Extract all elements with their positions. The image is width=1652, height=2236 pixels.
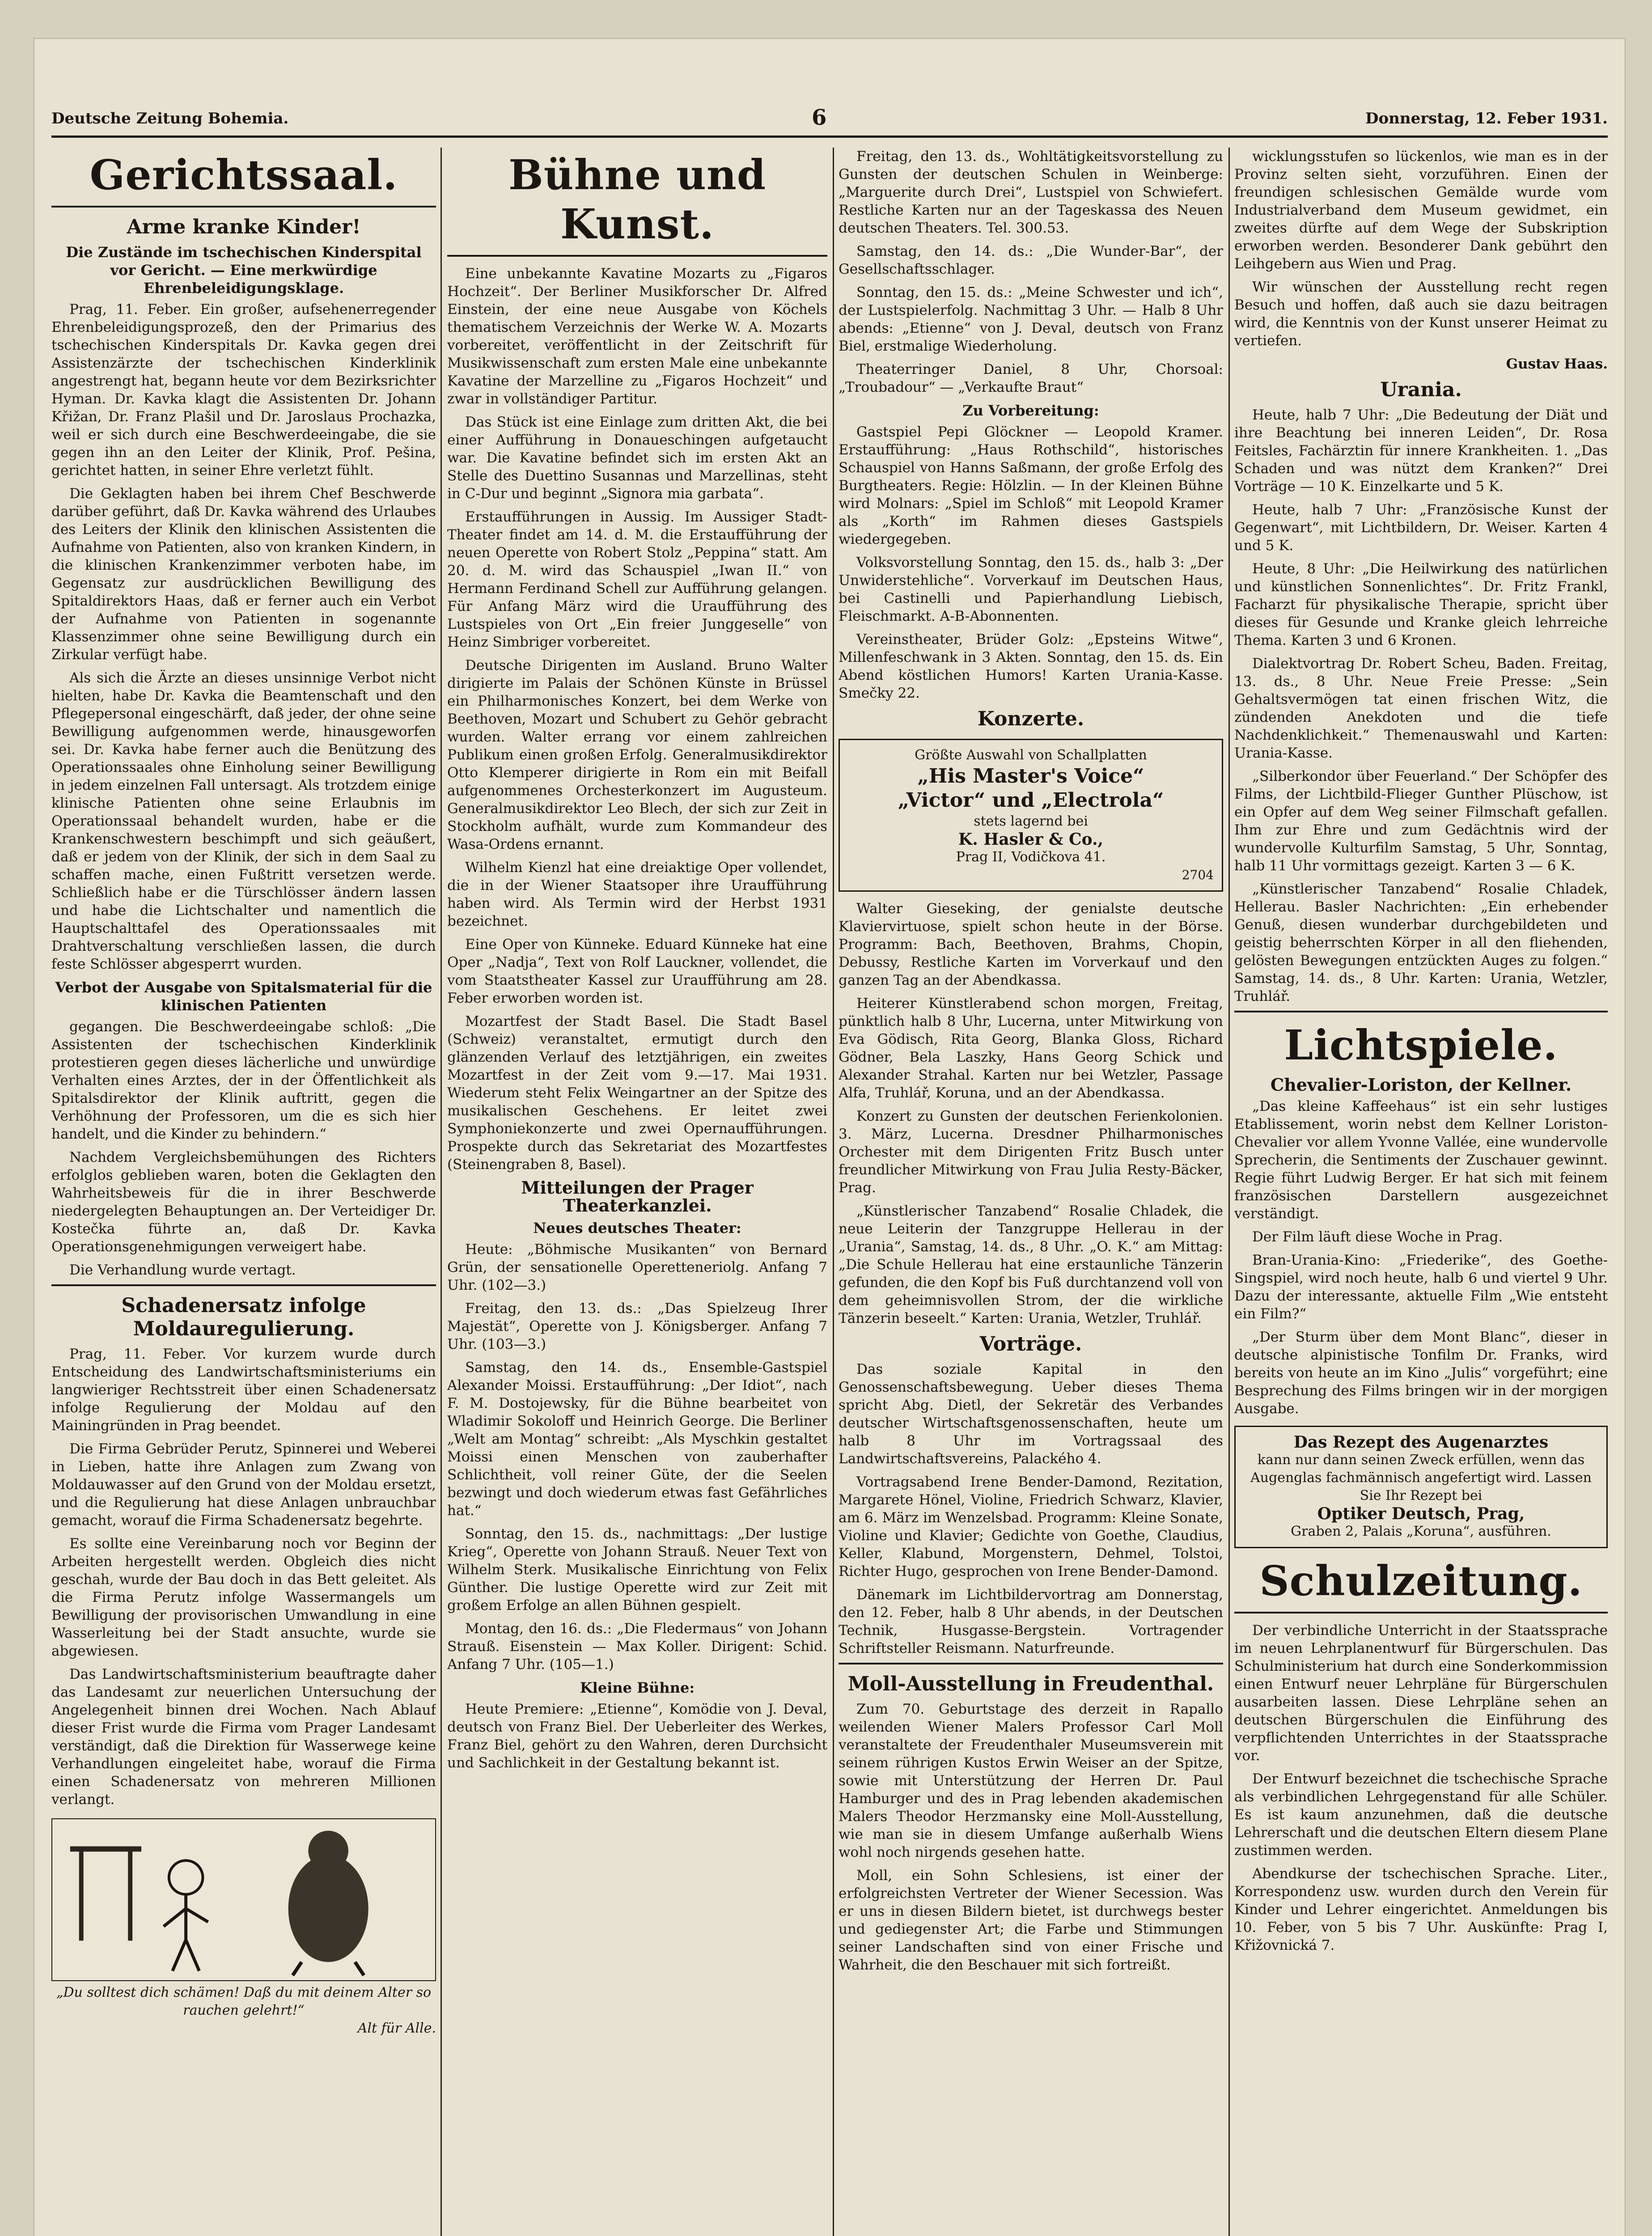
article-paragraph: Der verbindliche Unterricht in der Staatssprache im neuen Lehrplanentwurf für Bürgerschulen. Das Schulministerium hat durch eine Sonderkommission einen Entwurf neuer Lehrpläne für Bürgerschulen ausarbeiten lassen. Diese Lehrpläne sehen an deutschen Bürgerschulen die Einführung des verpflichtenden Unterrichtes in der Staatssprache vor.: [1234, 1622, 1608, 1764]
ad-line: Prag II, Vodičkova 41.: [956, 849, 1106, 865]
ad-code: 2704: [1182, 868, 1214, 882]
article-paragraph: Prag, 11. Feber. Vor kurzem wurde durch Entscheidung des Landwirtschaftsministeriums ein langwieriger Rechtsstreit über einen Schadenersatz infolge Regulierung der Moldau auf den Mainingründen in Prag beendet.: [51, 1346, 436, 1434]
article-paragraph: Gastspiel Pepi Glöckner — Leopold Kramer. Erstaufführung: „Haus Rothschild“, historisches Schauspiel von Hanns Saßmann, der große Erfolg des Burgtheaters. Regie: Hölzlin. — In der Kleinen Bühne wird Molnars: „Spiel im Schloß“ mit Leopold Kramer als „Korth“ im Rahmen dieses Gastspiels wiedergegeben.: [839, 424, 1223, 547]
cartoon-drawing-icon: [52, 1819, 435, 1980]
column-divider: [833, 148, 834, 2236]
article-paragraph: Der Film läuft diese Woche in Prag.: [1252, 1229, 1503, 1245]
article-paragraph: Theaterringer Daniel, 8 Uhr, Chorsoal: „Troubadour“ — „Verkaufte Braut“: [839, 361, 1223, 395]
article-paragraph: Heute, halb 7 Uhr: „Französische Kunst der Gegenwart“, mit Lichtbildern, Dr. Weiser. Karten 4 und 5 K.: [1234, 502, 1608, 554]
article-paragraph: Deutsche Dirigenten im Ausland. Bruno Walter dirigierte im Palais der Schönen Künste in Brüssel ein Philharmonisches Konzert, bei dem Werke von Beethoven, Mozart und Schubert zu Gehör gebracht wurden. Walter errang vor einem zahlreichen Publikum einen großen Erfolg. Generalmusikdirektor Otto Klemperer dirigierte in Rom ein mit Beifall aufgenommenes Orchesterkonzert im Augusteum. Generalmusikdirektor Leo Blech, der sich zur Zeit in Stockholm aufhält, wurde zum Kommandeur des Wasa-Ordens ernannt.: [447, 657, 827, 852]
page-number: 6: [812, 105, 827, 130]
author-signature: Gustav Haas.: [1506, 356, 1608, 372]
article-paragraph: Sonntag, den 15. ds.: „Meine Schwester und ich“, der Lustspielerfolg. Nachmittag 3 Uhr. — Halb 8 Uhr abends: „Etienne“ von J. Deval, deutsch von Franz Biel, erstmalige Wiederholung.: [839, 284, 1223, 354]
article-paragraph: Eine Oper von Künneke. Eduard Künneke hat eine Oper „Nadja“, Text von Rolf Lauckner, vollendet, die vom Staatstheater Kassel zur Uraufführung am 28. Feber erworben worden ist.: [447, 936, 827, 1006]
article-paragraph: Heute, halb 7 Uhr: „Die Bedeutung der Diät und ihre Beachtung bei inneren Leiden“, Dr. Rosa Feitsles, Fachärztin für innere Krankheiten. 1. „Das Schaden und was nützt dem Kranken?“ Drei Vorträge — 10 K. Einzelkarte und 5 K.: [1234, 407, 1608, 495]
article-paragraph: Abendkurse der tschechischen Sprache. Liter., Korrespondenz usw. wurden durch den Verein für Kinder und Lehrer eingerichtet. Anmeldungen bis 10. Feber, von 5 bis 7 Uhr. Auskünfte: Prag I, Křižovnická 7.: [1234, 1866, 1608, 1953]
article-paragraph: Dänemark im Lichtbildervortrag am Donnerstag, den 12. Feber, halb 8 Uhr abends, in der Deutschen Technik, Husgasse-Bergstein. Vortragender Schriftsteller Reismann. Naturfreunde.: [839, 1587, 1223, 1656]
article-paragraph: Freitag, den 13. ds.: „Das Spielzeug Ihrer Majestät“, Operette von J. Königsberger. Anfang 7 Uhr. (103—3.): [447, 1300, 827, 1352]
subheading: Zu Vorbereitung:: [962, 402, 1099, 419]
article-rule: [51, 1284, 436, 1286]
ad-line: „His Master's Voice“: [917, 765, 1144, 788]
advertisement-optiker: [1234, 1426, 1608, 1548]
article-paragraph: Dialektvortrag Dr. Robert Scheu, Baden. Freitag, 13. ds., 8 Uhr. Neue Freie Presse: „Sein Gehaltsvermögen tat einen frischen Witz, die zündenden Anekdoten und die tiefe Nachdenklichkeit.“ Themenauswahl und Karten: Urania-Kasse.: [1234, 656, 1608, 761]
newspaper-page: [34, 38, 1626, 2236]
article-paragraph: Der Entwurf bezeichnet die tschechische Sprache als verbindlichen Lehrgegenstand für alle Schüler. Es ist kaum anzunehmen, daß die deutsche Lehrerschaft und die deutschen Eltern diesem Plane zustimmen werden.: [1234, 1771, 1608, 1859]
column-divider: [441, 148, 442, 2236]
article-paragraph: Moll, ein Sohn Schlesiens, ist einer der erfolgreichsten Vertreter der Wiener Secession. Was er uns in diesen Bildern bietet, ist durchwegs bester und gediegenster Art; die Farbe und Stimmungen seiner Landschaften sind von einer Frische und Wahrheit, die den Beschauer mit sich fortreißt.: [839, 1868, 1223, 1973]
article-paragraph: Prag, 11. Feber. Ein großer, aufsehenerregender Ehrenbeleidigungsprozeß, den der Primarius des tschechischen Kinderspitals Dr. Kavka gegen drei Assistenzärzte der tschechischen Kinderklinik angestrengt hat, begann heute vor dem Bezirksrichter Hyman. Dr. Kavka klagt die Assistenten Dr. Johann Křižan, Dr. Franz Plašil und Dr. Jaroslaus Prochazka, weil er sich durch eine Beschwerdeeingabe, die sie gegen ihn an den Leiter der Klinik, Prof. Pešina, gerichtet hatten, in seiner Ehre verletzt fühlt.: [51, 301, 436, 479]
article-paragraph: Nachdem Vergleichsbemühungen des Richters erfolglos geblieben waren, boten die Geklagten den Wahrheitsbeweis für die in ihrer Beschwerde niedergelegten Behauptungen an. Der Verteidiger Dr. Kostečka führte an, daß Dr. Kavka Operationsgenehmigungen verweigert habe.: [51, 1149, 436, 1255]
article-paragraph: Wilhelm Kienzl hat eine dreiaktige Oper vollendet, die in der Wiener Staatsoper ihre Uraufführung haben wird. Als Termin wird der Herbst 1931 bezeichnet.: [447, 860, 827, 929]
article-rule: [839, 1663, 1223, 1664]
section-title-urania: Urania.: [1380, 378, 1462, 401]
article-paragraph: wicklungsstufen so lückenlos, wie man es in der Provinz selten sieht, vorzuführen. Einen der freundigen schlesischen Gemälde wurde vom Industrialverband dem Museum gewidmet, ein zweites dürfte auf dem Wege der Subskription erworben werden. Besonderer Dank gebührt den Leihgebern aus Wien und Prag.: [1234, 148, 1608, 272]
article-paragraph: Heiterer Künstlerabend schon morgen, Freitag, pünktlich halb 8 Uhr, Lucerna, unter Mitwirkung von Eva Gödisch, Rita Georg, Blanka Gloss, Richard Gödner, Bela Laszky, Hans Georg Schick und Alexander Strahal. Karten nur bei Wetzler, Passage Alfa, Truhlář, Koruna, und an der Abendkassa.: [839, 995, 1223, 1101]
header-rule: [51, 136, 1608, 138]
theater-subheading: Neues deutsches Theater:: [533, 1220, 741, 1237]
article-paragraph: gegangen. Die Beschwerdeeingabe schloß: „Die Assistenten der tschechischen Kinderklinik protestieren gegen dieses lächerliche und unwürdige Verhalten eines Arztes, der in der Öffentlichkeit als Spitalsdirektor der Klinik auftritt, gegen die Verhöhnung der Professoren, um die es sich hier handelt, und die Kinder zu behindern.“: [51, 1019, 436, 1142]
ad-line: Das Rezept des Augenarztes: [1293, 1433, 1549, 1452]
article-paragraph: Vereinstheater, Brüder Golz: „Epsteins Witwe“, Millenfeschwank in 3 Akten. Sonntag, den 15. ds. Ein Abend köstlichen Humors! Karten Urania-Kasse. Smečky 22.: [839, 631, 1223, 701]
article-paragraph: „Das kleine Kaffeehaus“ ist ein sehr lustiges Etablissement, worin nebst dem Kellner Loriston-Chevalier vor allem Yvonne Vallée, eine wundervolle Sprecherin, die Sentiments der Zuschauer gewinnt. Regie führt Ludwig Berger. Er hat sich mit feinem französischen Darstellern ausgezeichnet verständigt.: [1234, 1098, 1608, 1222]
article-subtitle: Die Zustände im tschechischen Kinderspital vor Gericht. — Eine merkwürdige Ehrenbeleidigungsklage.: [66, 244, 422, 296]
section-title-buehne-und-kunst: Bühne und Kunst.: [508, 151, 767, 248]
section-rule: [447, 255, 827, 257]
section-title-lichtspiele: Lichtspiele.: [1284, 1021, 1558, 1069]
cartoon-caption: „Du solltest dich schämen! Daß du mit deinem Alter so rauchen gelehrt!“: [56, 1985, 432, 2018]
article-paragraph: Volksvorstellung Sonntag, den 15. ds., halb 3: „Der Unwiderstehliche“. Vorverkauf im Deutschen Haus, bei Castinelli und Papierhandlung Liebisch, Fleischmarkt. A-B-Abonnenten.: [839, 555, 1223, 624]
section-title-konzerte: Konzerte.: [977, 707, 1084, 730]
article-paragraph: Eine unbekannte Kavatine Mozarts zu „Figaros Hochzeit“. Der Berliner Musikforscher Dr. Alfred Einstein, der eine neue Ausgabe von Köchels thematischem Verzeichnis der Werke W. A. Mozarts vorbereitet, veröffentlicht in der Zeitschrift für Musikwissenschaft zum ersten Male eine unbekannte Kavatine der Marzelline zu „Figaros Hochzeit“ und zwar in vollständiger Partitur.: [447, 266, 827, 407]
ad-line: stets lagernd bei: [974, 813, 1088, 829]
page-header: [51, 105, 1608, 136]
article-paragraph: Es sollte eine Vereinbarung noch vor Beginn der Arbeiten hergestellt werden. Obgleich dies nicht geschah, wurde der Bau doch in das Bett geleitet. Als die Firma Perutz infolge Wassermangels um Bewilligung der provisorischen Umwandlung in eine Wasserleitung bei der Stadt ansuchte, wurde sie abgewiesen.: [51, 1536, 436, 1659]
article-paragraph: „Künstlerischer Tanzabend“ Rosalie Chladek, Hellerau. Basler Nachrichten: „Ein erhebender Genuß, diesen wunderbar durchgebildeten und geistig beherrschten Körper in all den fliehenden, gelösten Bewegungen entzückten Auges zu folgen.“ Samstag, 14. ds., 8 Uhr. Karten: Urania, Wetzler, Truhlář.: [1234, 881, 1608, 1004]
article-title: Arme kranke Kinder!: [127, 216, 361, 238]
article-paragraph: Heute, 8 Uhr: „Die Heilwirkung des natürlichen und künstlichen Sonnenlichtes“. Dr. Fritz Frankl, Facharzt für physikalische Therapie, spricht über dieses für Gesunde und Kranke gleich lehrreiche Thema. Karten 3 und 6 Kronen.: [1234, 561, 1608, 648]
section-rule: [51, 206, 436, 208]
article-paragraph: Das Stück ist eine Einlage zum dritten Akt, die bei einer Aufführung in Donaueschingen aufgetaucht war. Die Kavatine befindet sich im ersten Akt an Stelle des Duettino Susannas und Marzellinas, steht in C-Dur und beginnt „Signora mia garbata“.: [447, 414, 827, 502]
article-paragraph: Als sich die Ärzte an dieses unsinnige Verbot nicht hielten, habe Dr. Kavka die Beamtenschaft und den Pflegepersonal eingeschärft, daß jeder, der ohne seine Bewilligung aufgenommen werde, hinausgeworfen sei. Dr. Kavka habe ferner auch die Benützung des Operationssaales ohne Einholung seiner Bewilligung in jedem einzelnen Fall untersagt. Als trotzdem einige klinische Patienten ohne seine Erlaubnis im Operationssaal behandelt wurden, habe er die Krankenschwestern beschimpft und sich geäußert, daß er jedem von der Klinik, der sich in dem Saal zu schaffen mache, einen Fußtritt versetzen werde. Schließlich habe er die Türschlösser ändern lassen und habe die Lichtschalter und namentlich die Hauptschalttafel des Operationssaales mit Drahtverschaltung verschließen lassen, die durch feste Schlösser abgesperrt wurden.: [51, 670, 436, 972]
section-rule: [1234, 1011, 1608, 1012]
article-paragraph: Das Landwirtschaftsministerium beauftragte daher das Landesamt zur neuerlichen Untersuchung der Angelegenheit binnen drei Wochen. Nach Ablauf dieser Frist wurde die Firma vom Prager Landesamt verständigt, daß die Direktion für Wasserwege keine Verhandlungen eingeleitet habe, worauf die Firma einen Schadenersatz von mehreren Millionen verlangt.: [51, 1666, 436, 1808]
article-paragraph: Sonntag, den 15. ds., nachmittags: „Der lustige Krieg“, Operette von Johann Strauß. Neuer Text von Wilhelm Sterk. Musikalische Einrichtung von Felix Günther. Die lustige Operette wird zur Zeit mit großem Erfolge an allen Bühnen gespielt.: [447, 1526, 827, 1613]
ad-line: Graben 2, Palais „Koruna“, ausführen.: [1291, 1524, 1551, 1539]
masthead-name: Deutsche Zeitung Bohemia.: [51, 110, 289, 127]
article-paragraph: Samstag, den 14. ds., Ensemble-Gastspiel Alexander Moissi. Erstaufführung: „Der Idiot“, nach F. M. Dostojewsky, für die Bühne bearbeitet von Wladimir Sokoloff und Heinrich George. Die Berliner „Welt am Montag“ schreibt: „Als Myschkin gestaltet Moissi einen Menschen von zauberhafter Schlichtheit, voll reiner Güte, der die Seelen bezwingt und doch wiederum etwas fast Gefährliches hat.“: [447, 1359, 827, 1519]
article-paragraph: Heute: „Böhmische Musikanten“ von Bernard Grün, der sensationelle Operetteneriolg. Anfang 7 Uhr. (102—3.): [447, 1241, 827, 1293]
column-2: [447, 148, 827, 2236]
article-paragraph: Die Verhandlung wurde vertagt.: [69, 1262, 296, 1278]
section-title-schulzeitung: Schulzeitung.: [1259, 1557, 1583, 1605]
ad-line: „Victor“ und „Electrola“: [898, 789, 1164, 812]
column-4: [1234, 148, 1608, 2236]
ad-line: Optiker Deutsch, Prag,: [1317, 1504, 1525, 1523]
ad-line: kann nur dann seinen Zweck erfüllen, wenn das Augenglas fachmännisch angefertigt wird. Lassen Sie Ihr Rezept bei: [1250, 1452, 1592, 1503]
article-paragraph: „Künstlerischer Tanzabend“ Rosalie Chladek, die neue Leiterin der Tanzgruppe Hellerau in der „Urania“, Samstag, 14. ds., 8 Uhr. „O. K.“ am Mittag: „Die Schule Hellerau hat eine erstaunliche Tänzerin gefunden, die den Kopf bis Fuß durchtanzend voll von dem geheimnisvollen Strom, der die wirkliche Tänzerin beseelt.“ Karten: Urania, Wetzler, Truhlář.: [839, 1203, 1223, 1326]
article-paragraph: „Silberkondor über Feuerland.“ Der Schöpfer des Films, der Lichtbild-Flieger Gunther Plüschow, ist ein Opfer auf dem Weg seiner Filmschaft gefallen. Ihm zur Ehre und zum Gedächtnis wird der wundervolle Kulturfilm Samstag, 5 Uhr, Sonntag, halb 11 Uhr vormittags gezeigt. Karten 3 — 6 K.: [1234, 768, 1608, 874]
article-paragraph: Walter Gieseking, der genialste deutsche Klaviervirtuose, spielt schon heute in der Börse. Programm: Bach, Beethoven, Brahms, Chopin, Debussy, Restliche Karten im Vorverkauf und den ganzen Tag an der Abendkassa.: [839, 901, 1223, 988]
article-paragraph: Das soziale Kapital in den Genossenschaftsbewegung. Ueber dieses Thema spricht Abg. Dietl, der Sekretär des Verbandes deutscher Wirtschaftsgenossenschaften, heute um halb 8 Uhr im Vortragssaal des Landwirtschaftsvereins, Palackého 4.: [839, 1361, 1223, 1467]
article-paragraph: Montag, den 16. ds.: „Die Fledermaus“ von Johann Strauß. Eisenstein — Max Koller. Dirigent: Schid. Anfang 7 Uhr. (105—1.): [447, 1621, 827, 1673]
article-subhead: Verbot der Ausgabe von Spitalsmaterial für die klinischen Patienten: [55, 979, 432, 1014]
article-paragraph: Mozartfest der Stadt Basel. Die Stadt Basel (Schweiz) veranstaltet, ermutigt durch den glänzenden Verlauf des letztjährigen, ein zweites Mozartfest in der Zeit vom 9.—17. Mai 1931. Wiederum steht Felix Weingartner an der Spitze des musikalischen Geschehens. Er leitet zwei Symphoniekonzerte und zwei Opernaufführungen. Prospekte durch das Sekretariat des Mozartfestes (Steinengraben 8, Basel).: [447, 1013, 827, 1173]
article-paragraph: Samstag, den 14. ds.: „Die Wunder-Bar“, der Gesellschaftsschlager.: [839, 243, 1223, 277]
article-title: Moll-Ausstellung in Freudenthal.: [847, 1673, 1214, 1695]
article-paragraph: Konzert zu Gunsten der deutschen Ferienkolonien. 3. März, Lucerna. Dresdner Philharmonisches Orchester mit dem Dirigenten Fritz Busch unter freundlicher Mitwirkung von Frau Julia Resty-Bäcker, Prag.: [839, 1108, 1223, 1196]
article-paragraph: Freitag, den 13. ds., Wohltätigkeitsvorstellung zu Gunsten der deutschen Schulen in Weinberge: „Marguerite durch Drei“, Lustspiel von Schwiefert. Restliche Karten nur an der Tageskassa des Neuen deutschen Theaters. Tel. 300.53.: [839, 148, 1223, 236]
article-paragraph: Vortragsabend Irene Bender-Damond, Rezitation, Margarete Hönel, Violine, Friedrich Schwarz, Klavier, am 6. März im Wenzelsbad. Programm: Kleine Sonate, Violine und Klavier; Gedichte von Goethe, Claudius, Keller, Klabund, Morgenstern, Dehmel, Tolstoi, Richter Hugo, gesprochen von Irene Bender-Damond.: [839, 1474, 1223, 1580]
cartoon-illustration: [51, 1818, 436, 1981]
theater-heading: Mitteilungen der Prager Theaterkanzlei.: [521, 1177, 754, 1215]
section-title-vortraege: Vorträge.: [979, 1333, 1082, 1355]
article-paragraph: Bran-Urania-Kino: „Friederike“, des Goethe-Singspiel, wird noch heute, halb 6 und viertel 9 Uhr. Dazu der interessante, aktuelle Film „Wie entsteht ein Film?“: [1234, 1252, 1608, 1322]
article-paragraph: Erstaufführungen in Aussig. Im Aussiger Stadt-Theater findet am 14. d. M. die Erstaufführung der neuen Operette von Robert Stolz „Peppina“ statt. Am 20. d. M. wird das Schauspiel „Iwan II.“ von Hermann Ferdinand Schell zur Aufführung gelangen. Für Anfang März wird die Uraufführung des Lustspieles von Ort „Ein freier Junggeselle“ von Heinz Simbriger vorbereitet.: [447, 509, 827, 650]
article-paragraph: Die Firma Gebrüder Perutz, Spinnerei und Weberei in Lieben, hatte ihre Anlagen zum Zwang von Moldauwasser auf den Grund von der Moldau ersetzt, und die Regulierung hat diese Anlagen unbrauchbar gemacht, worauf die Firma Schadenersatz begehrte.: [51, 1441, 436, 1529]
advertisement-schallplatten: [839, 739, 1223, 892]
cartoon-credit: Alt für Alle.: [357, 2020, 436, 2036]
article-paragraph: Wir wünschen der Ausstellung recht regen Besuch und hoffen, daß auch sie dazu beitragen wird, die Kenntnis von der Kunst unserer Heimat zu vertiefen.: [1234, 279, 1608, 349]
section-rule: [1234, 1612, 1608, 1613]
column-1: [51, 148, 436, 2236]
column-3: [839, 148, 1223, 2236]
article-paragraph: Zum 70. Geburtstage des derzeit in Rapallo weilenden Wiener Malers Professor Carl Moll veranstaltete der Freudenthaler Museumsverein mit seinem rührigen Kustos Erwin Weiser an der Spitze, sowie mit Unterstützung der Herren Dr. Paul Hamburger und des in Prag lebenden akademischen Malers Theodor Herzmansky eine Moll-Ausstellung, wie man sie in diesem Umfange außerhalb Wiens wohl noch nirgends gesehen hatte.: [839, 1701, 1223, 1860]
ad-line: Größte Auswahl von Schallplatten: [915, 747, 1147, 763]
article-title: Schadenersatz infolge Moldauregulierung.: [121, 1294, 366, 1340]
article-paragraph: Die Geklagten haben bei ihrem Chef Beschwerde darüber geführt, daß Dr. Kavka während des Urlaubes des Leiters der Klinik den klinischen Assistenten die Aufnahme von Patienten, also von kranken Kindern, in die klinischen Krankenzimmer verboten habe, im Gegensatz zur ausdrücklichen Bewilligung des Spitaldirektors Haas, daß er ferner auch ein Verbot der Aufnahme von Patienten in sogenannte Klassenzimmer ohne seine Bewilligung durch ein Zirkular verfügt habe.: [51, 486, 436, 663]
article-title: Chevalier-Loriston, der Kellner.: [1270, 1075, 1572, 1095]
column-divider: [1228, 148, 1230, 2236]
section-title-gerichtssaal: Gerichtssaal.: [89, 151, 398, 199]
ad-line: K. Hasler & Co.,: [958, 830, 1104, 849]
article-paragraph: „Der Sturm über dem Mont Blanc“, dieser in deutsche alpinistische Tonfilm Dr. Franks, wird bereits von heute an im Kino „Julis“ vorgeführt; eine Besprechung des Films bringen wir in der morgigen Ausgabe.: [1234, 1329, 1608, 1417]
article-paragraph: Heute Premiere: „Etienne“, Komödie von J. Deval, deutsch von Franz Biel. Der Ueberleiter des Werkes, Franz Biel, gehört zu den Wahren, deren Durchsicht und Sachlichkeit in der Gestaltung bekannt ist.: [447, 1701, 827, 1771]
issue-date: Donnerstag, 12. Feber 1931.: [1365, 110, 1608, 127]
theater-subheading: Kleine Bühne:: [580, 1679, 695, 1696]
